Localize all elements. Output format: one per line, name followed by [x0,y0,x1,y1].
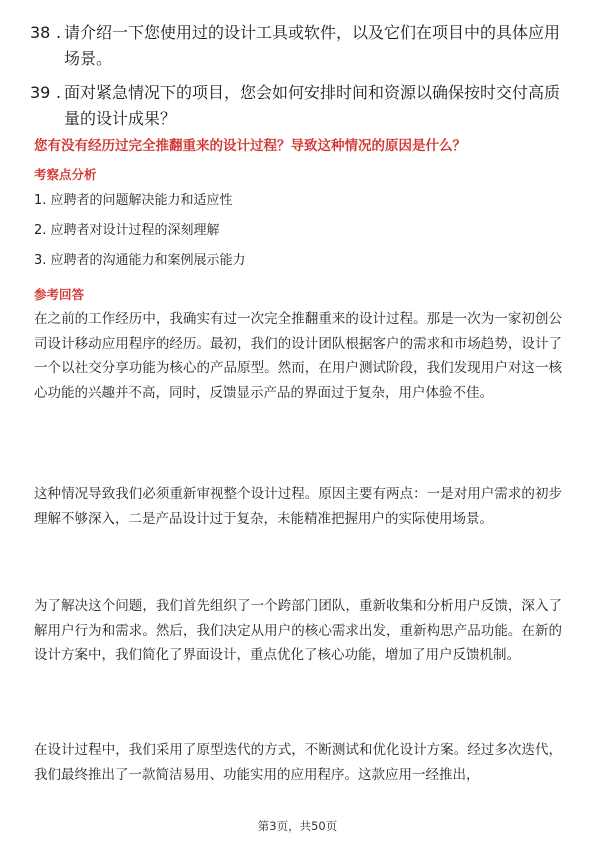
answer-paragraph: 这种情况导致我们必须重新审视整个设计过程。原因主要有两点：一是对用户需求的初步理解不够深入，二是产品设计过于复杂，未能精准把握用户的实际使用场景。 [34,486,562,527]
answer-heading: 参考回答 [34,287,85,302]
question-item: 39 . 面对紧急情况下的项目，您会如何安排时间和资源以确保按时交付高质量的设计成果？ [30,80,570,132]
question-number: 39 [30,83,51,102]
question-list [30,20,570,140]
analysis-heading: 考察点分析 [34,167,97,182]
answer-paragraph: 在设计过程中，我们采用了原型迭代的方式，不断测试和优化设计方案。经过多次迭代，我们最终推出了一款简洁易用、功能实用的应用程序。这款应用一经推出， [34,742,562,783]
question-text: 面对紧急情况下的项目，您会如何安排时间和资源以确保按时交付高质量的设计成果？ [64,83,561,128]
answer-paragraph: 为了解决这个问题，我们首先组织了一个跨部门团队，重新收集和分析用户反馈，深入了解用户行为和需求。然后，我们决定从用户的核心需求出发，重新构思产品功能。在新的设计方案中，我们简化了界面设计，重点优化了核心功能，增加了用户反馈机制。 [34,598,562,663]
page-footer: 第3页，共50页 [257,819,338,833]
main-question-title: 您有没有经历过完全推翻重来的设计过程？导致这种情况的原因是什么？ [34,138,466,154]
answer-paragraph: 在之前的工作经历中，我确实有过一次完全推翻重来的设计过程。那是一次为一家初创公司设计移动应用程序的经历。最初，我们的设计团队根据客户的需求和市场趋势，设计了一个以社交分享功能为核心的产品原型。然而，在用户测试阶段，我们发现用户对这一核心功能的兴趣并不高，同时，反馈显示产品的界面过于复杂，用户体验不佳。 [34,311,562,401]
question-text: 请介绍一下您使用过的设计工具或软件，以及它们在项目中的具体应用场景。 [64,23,561,68]
analysis-item: 1. 应聘者的问题解决能力和适应性 [34,193,233,208]
question-item: 38 . 请介绍一下您使用过的设计工具或软件，以及它们在项目中的具体应用场景。 [30,20,570,72]
analysis-item: 2. 应聘者对设计过程的深刻理解 [34,223,220,238]
analysis-item: 3. 应聘者的沟通能力和案例展示能力 [34,253,246,268]
question-number: 38 [30,23,51,42]
